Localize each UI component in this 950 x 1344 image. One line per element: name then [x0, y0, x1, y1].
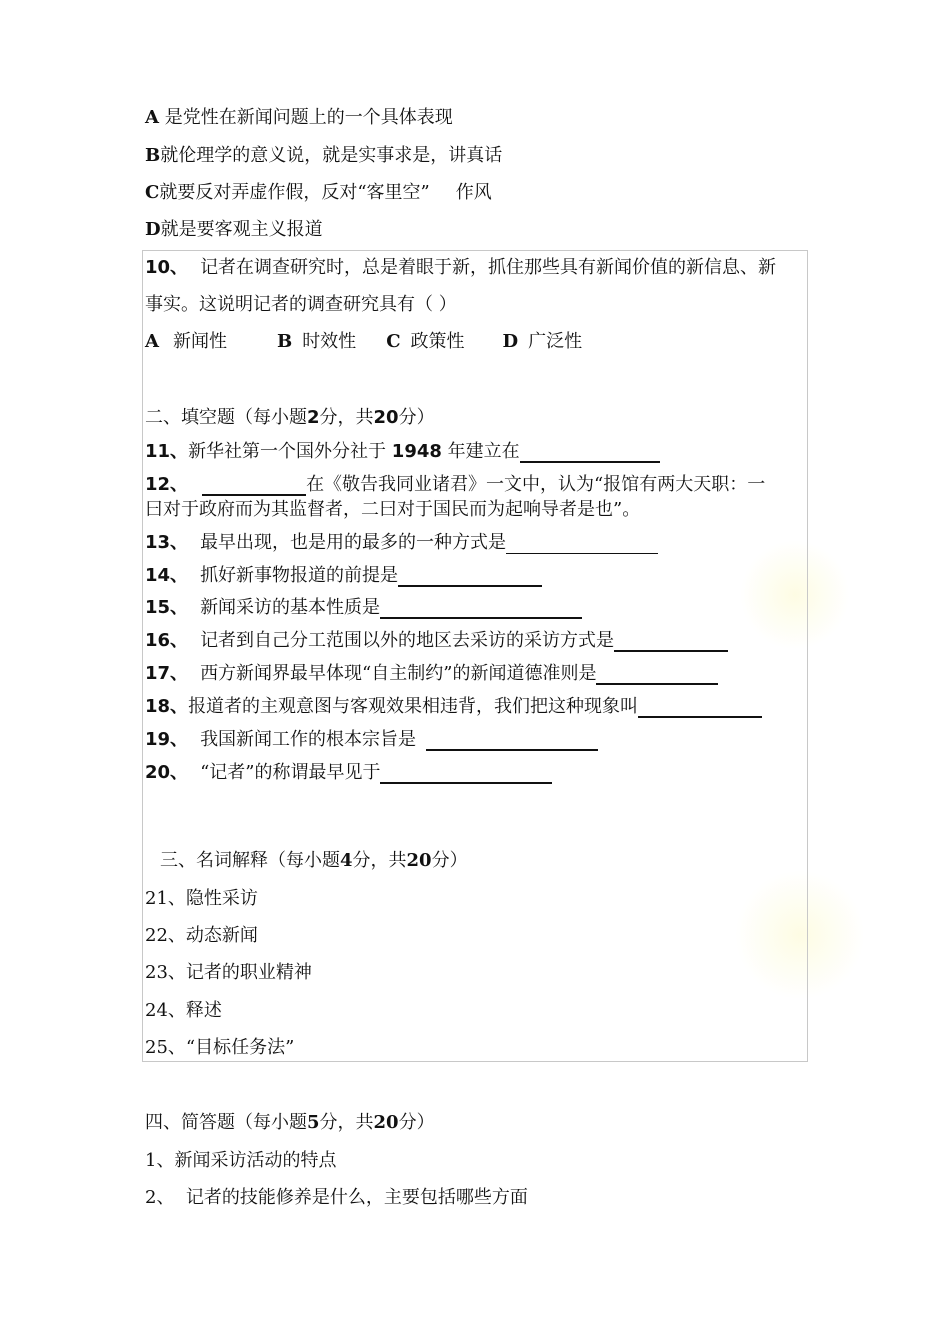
q14: 14、 抓好新事物报道的前提是 — [145, 565, 542, 587]
term-item: 24、释述 — [145, 1000, 222, 1021]
answer-blank[interactable] — [520, 443, 660, 463]
answer-blank[interactable] — [380, 764, 552, 784]
q11: 11、新华社第一个国外分社于 1948 年建立在 — [145, 441, 660, 463]
q12-line2: 曰对于政府而为其监督者，二曰对于国民而为起响导者是也”。 — [145, 499, 641, 520]
section3-heading: 三、名词解释（每小题4分，共20分） — [160, 850, 468, 871]
answer-blank[interactable] — [398, 567, 542, 587]
q10-line1: 10、 记者在调查研究时，总是着眼于新，抓住那些具有新闻价值的新信息、新 — [145, 257, 777, 278]
q19: 19、 我国新闻工作的根本宗旨是 — [145, 729, 598, 751]
answer-blank[interactable] — [202, 476, 306, 496]
q12-line1: 12、 在《敬告我同业诸君》一文中，认为“报馆有两大天职：一 — [145, 474, 766, 495]
section4-heading: 四、简答题（每小题5分，共20分） — [145, 1112, 435, 1133]
q17: 17、 西方新闻界最早体现“自主制约”的新闻道德准则是 — [145, 663, 718, 685]
q9-option-d: D就是要客观主义报道 — [145, 219, 323, 240]
answer-blank[interactable] — [596, 665, 718, 685]
term-item: 25、“目标任务法” — [145, 1037, 295, 1058]
term-item: 22、动态新闻 — [145, 925, 258, 946]
answer-blank[interactable] — [638, 698, 762, 718]
q15: 15、 新闻采访的基本性质是 — [145, 597, 582, 619]
q20: 20、 “记者”的称谓最早见于 — [145, 762, 552, 784]
q16: 16、 记者到自己分工范围以外的地区去采访的采访方式是 — [145, 630, 728, 652]
q9-option-a: A 是党性在新闻问题上的一个具体表现 — [145, 107, 453, 128]
q13: 13、 最早出现，也是用的最多的一种方式是 — [145, 532, 658, 554]
term-item: 23、记者的职业精神 — [145, 962, 312, 983]
answer-blank[interactable] — [380, 599, 582, 619]
answer-blank[interactable] — [426, 731, 598, 751]
q10-options: A 新闻性 B 时效性 C 政策性 D 广泛性 — [145, 331, 583, 352]
q9-option-b: B就伦理学的意义说，就是实事求是，讲真话 — [145, 145, 503, 166]
answer-blank[interactable] — [614, 632, 728, 652]
q18: 18、报道者的主观意图与客观效果相违背，我们把这种现象叫 — [145, 696, 762, 718]
short-answer-item: 1、新闻采访活动的特点 — [145, 1150, 337, 1171]
section2-heading: 二、填空题（每小题2分，共20分） — [145, 407, 435, 428]
answer-blank[interactable] — [506, 535, 658, 554]
q10-line2: 事实。这说明记者的调查研究具有（ ） — [145, 294, 457, 315]
short-answer-item: 2、 记者的技能修养是什么，主要包括哪些方面 — [145, 1187, 528, 1208]
term-item: 21、隐性采访 — [145, 888, 258, 909]
q9-option-c: C就要反对弄虚作假，反对“客里空” 作风 — [145, 182, 492, 203]
